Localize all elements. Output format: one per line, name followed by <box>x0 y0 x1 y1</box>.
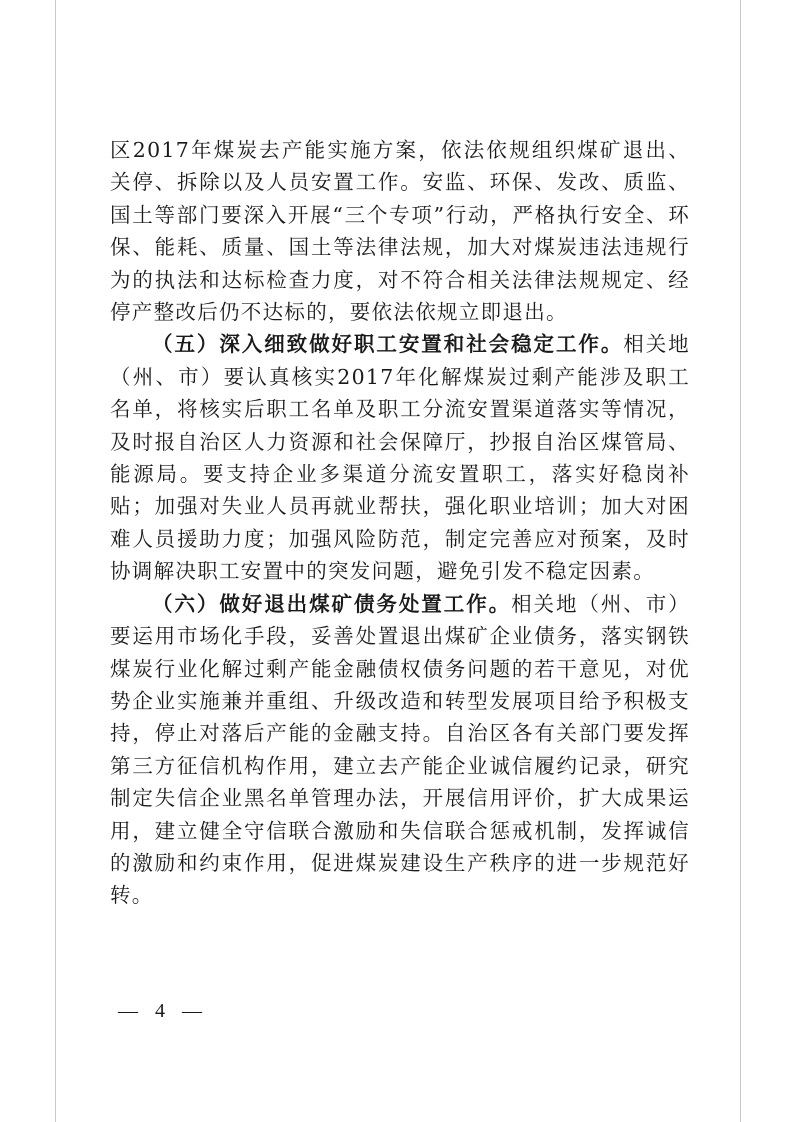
paragraph-employee-placement <box>110 328 690 587</box>
document-body <box>110 134 690 912</box>
paragraph-debt-disposal <box>110 588 690 912</box>
paragraph-text: 区2017年煤炭去产能实施方案，依法依规组织煤矿退出、关停、拆除以及人员安置工作。安监、环保、发改、质监、国土等部门要深入开展“三个专项”行动，严格执行安全、环保、能耗、质量、国土等法律法规，加大对煤炭违法违规行为的执法和达标检查力度，对不符合相关法律法规规定、经停产整改后仍不达标的，要依法依规立即退出。 <box>110 138 690 325</box>
right-margin-line <box>740 0 741 1122</box>
left-margin-line <box>55 0 56 1122</box>
paragraph-text: 相关地（州、市）要运用市场化手段，妥善处置退出煤矿企业债务，落实钢铁煤炭行业化解过剩产能金融债权债务问题的若干意见，对优势企业实施兼并重组、升级改造和转型发展项目给予积极支持，停止对落后产能的金融支持。自治区各有关部门要发挥第三方征信机构作用，建立去产能企业诚信履约记录，研究制定失信企业黑名单管理办法，开展信用评价，扩大成果运用，建立健全守信联合激励和失信联合惩戒机制，发挥诚信的激励和约束作用，促进煤炭建设生产秩序的进一步规范好转。 <box>110 591 690 908</box>
section-heading-six: （六）做好退出煤矿债务处置工作。 <box>152 591 512 616</box>
paragraph-continuation <box>110 134 690 328</box>
page-number: — 4 — <box>118 1000 208 1022</box>
paragraph-text: 相关地（州、市）要认真核实2017年化解煤炭过剩产能涉及职工名单，将核实后职工名单及职工分流安置渠道落实等情况，及时报自治区人力资源和社会保障厅，抄报自治区煤管局、能源局。要支持企业多渠道分流安置职工，落实好稳岗补贴；加强对失业人员再就业帮扶，强化职业培训；加大对困难人员援助力度；加强风险防范，制定完善应对预案，及时协调解决职工安置中的突发问题，避免引发不稳定因素。 <box>110 332 690 584</box>
section-heading-five: （五）深入细致做好职工安置和社会稳定工作。 <box>152 332 624 357</box>
